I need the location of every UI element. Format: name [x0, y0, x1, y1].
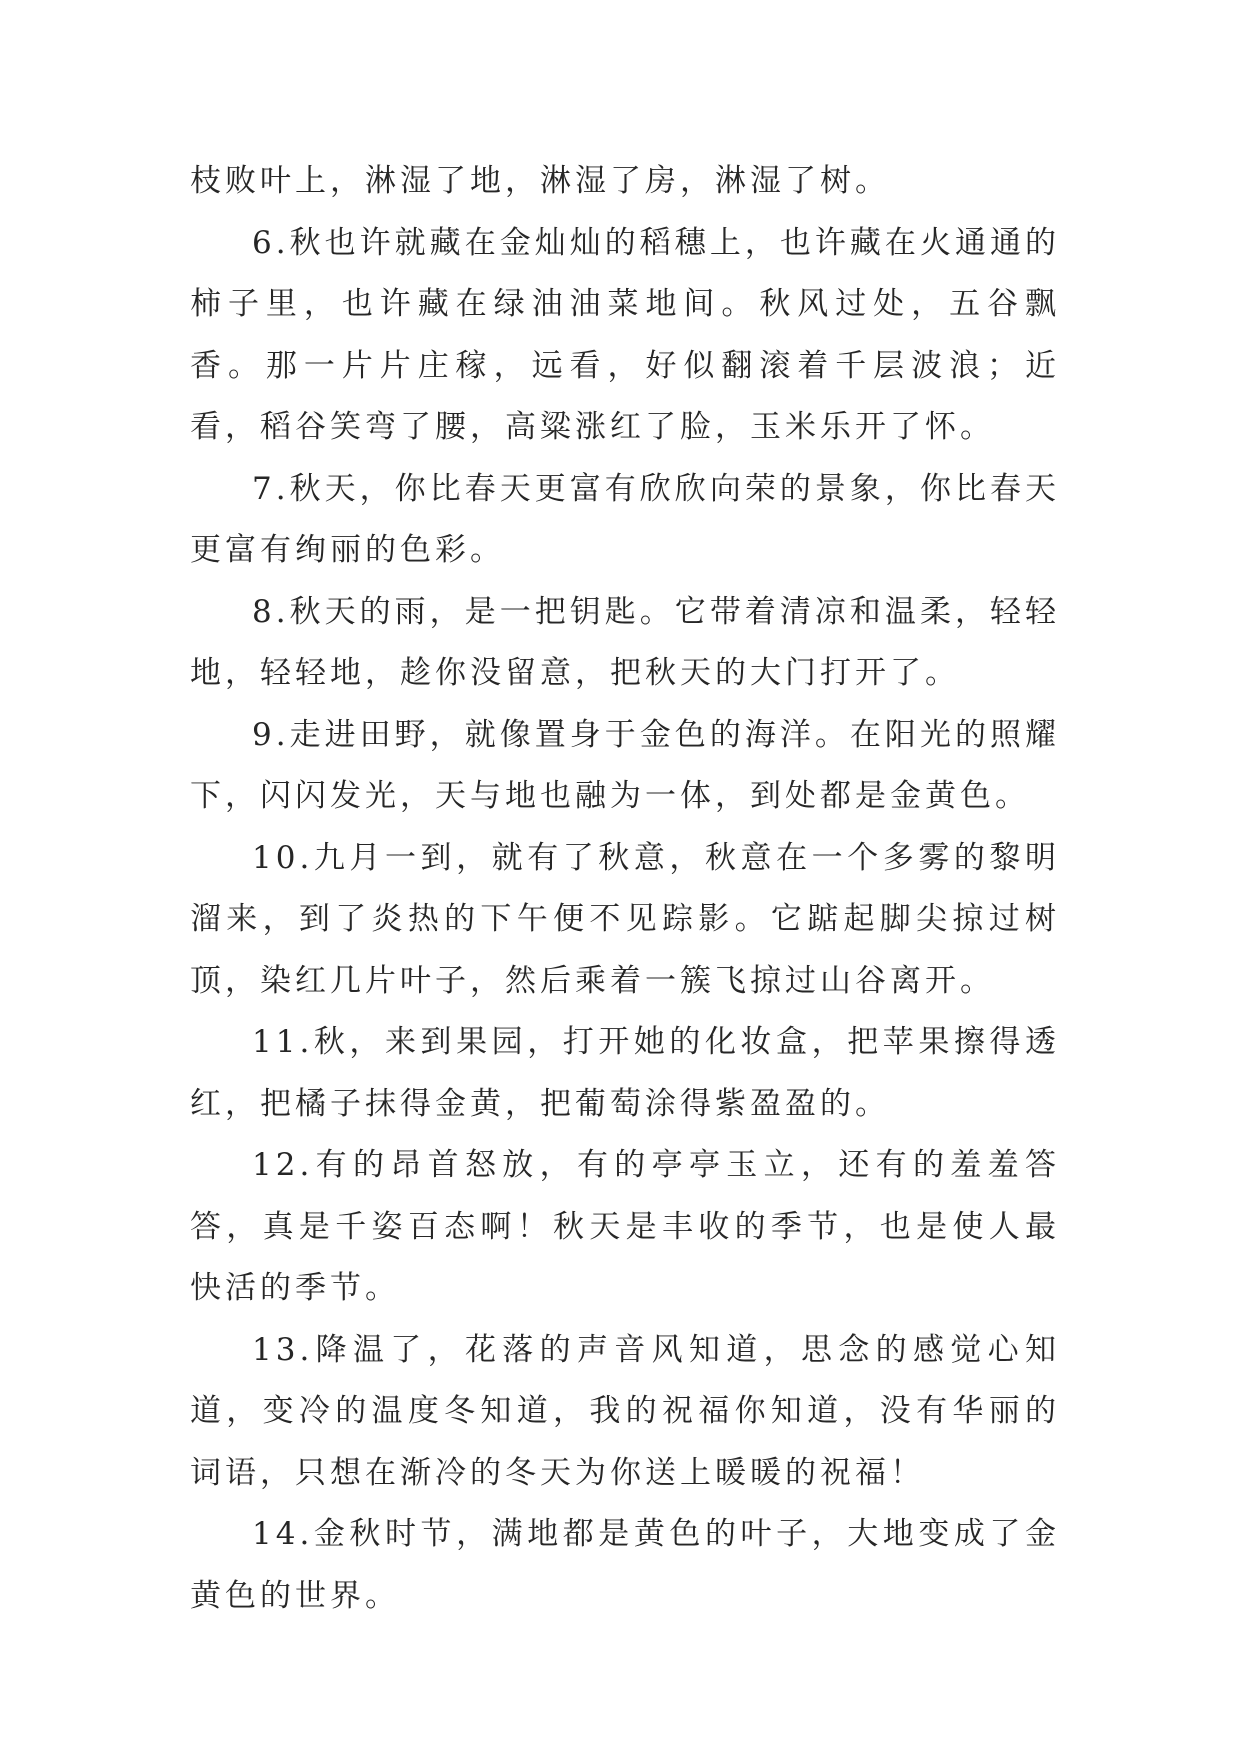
paragraph-7: 7.秋天，你比春天更富有欣欣向荣的景象，你比春天更富有绚丽的色彩。 — [190, 470, 1060, 568]
paragraph-9: 9.走进田野，就像置身于金色的海洋。在阳光的照耀下，闪闪发光，天与地也融为一体，到处都是金黄色。 — [190, 716, 1060, 814]
paragraph-8: 8.秋天的雨，是一把钥匙。它带着清凉和温柔，轻轻地，轻轻地，趁你没留意，把秋天的大门打开了。 — [190, 593, 1060, 691]
paragraph-13: 13.降温了，花落的声音风知道，思念的感觉心知道，变冷的温度冬知道，我的祝福你知道，没有华丽的词语，只想在渐冷的冬天为你送上暖暖的祝福！ — [190, 1331, 1060, 1491]
paragraph-10: 10.九月一到，就有了秋意，秋意在一个多雾的黎明溜来，到了炎热的下午便不见踪影。它踮起脚尖掠过树顶，染红几片叶子，然后乘着一簇飞掠过山谷离开。 — [190, 839, 1060, 999]
document-body — [190, 151, 1060, 1627]
paragraph-11: 11.秋，来到果园，打开她的化妆盒，把苹果擦得透红，把橘子抹得金黄，把葡萄涂得紫盈盈的。 — [190, 1024, 1060, 1122]
paragraph-6: 6.秋也许就藏在金灿灿的稻穗上，也许藏在火通通的柿子里，也许藏在绿油油菜地间。秋风过处，五谷飘香。那一片片庄稼，远看，好似翻滚着千层波浪；近看，稻谷笑弯了腰，高粱涨红了脸，玉米乐开了怀。 — [190, 224, 1060, 445]
paragraph-continuation: 枝败叶上，淋湿了地，淋湿了房，淋湿了树。 — [190, 163, 890, 199]
paragraph-14: 14.金秋时节，满地都是黄色的叶子，大地变成了金黄色的世界。 — [190, 1516, 1060, 1614]
paragraph-12: 12.有的昂首怒放，有的亭亭玉立，还有的羞羞答答，真是千姿百态啊！秋天是丰收的季节，也是使人最快活的季节。 — [190, 1147, 1060, 1306]
